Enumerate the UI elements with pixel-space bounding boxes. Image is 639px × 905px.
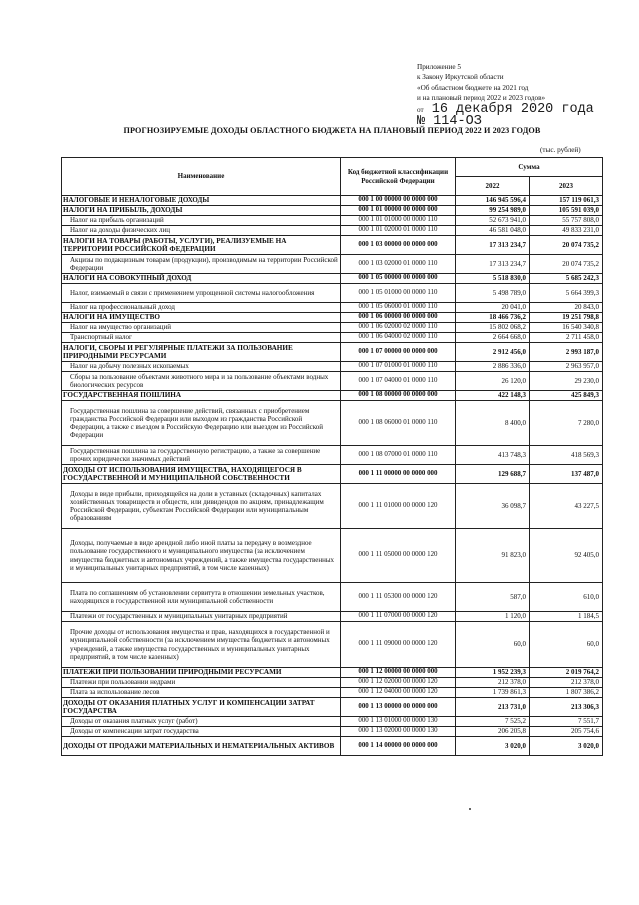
- table-row: [62, 678, 603, 688]
- row-code: 000 1 05 01000 00 0000 110: [341, 284, 456, 303]
- table-row: [62, 313, 603, 323]
- row-value-2022: 213 731,0: [456, 698, 530, 717]
- row-value-2023: 5 664 399,3: [530, 284, 603, 303]
- document-title: ПРОГНОЗИРУЕМЫЕ ДОХОДЫ ОБЛАСТНОГО БЮДЖЕТА НА ПЛАНОВЫЙ ПЕРИОД 2022 И 2023 ГОДОВ: [123, 126, 541, 135]
- row-name: Плата по соглашениям об установлении сервитута в отношении земельных участков, находящихся в государственной или муниципальной собственности: [62, 583, 341, 612]
- table-row: [62, 196, 603, 206]
- row-name: Налог на добычу полезных ископаемых: [62, 362, 341, 372]
- header-year-2022: 2022: [456, 177, 530, 196]
- table-row: [62, 333, 603, 343]
- header-name: Наименование: [62, 158, 341, 196]
- row-code: 000 1 12 02000 00 0000 120: [341, 678, 456, 688]
- row-name: Налог, взимаемый в связи с применением упрощенной системы налогообложения: [62, 284, 341, 303]
- row-value-2022: 206 205,8: [456, 727, 530, 737]
- header-year-2023: 2023: [530, 177, 603, 196]
- row-value-2023: 105 591 039,0: [530, 206, 603, 216]
- row-name: ДОХОДЫ ОТ ОКАЗАНИЯ ПЛАТНЫХ УСЛУГ И КОМПЕНСАЦИИ ЗАТРАТ ГОСУДАРСТВА: [62, 698, 341, 717]
- row-value-2023: 92 405,0: [530, 529, 603, 583]
- row-code: 000 1 00 00000 00 0000 000: [341, 196, 456, 206]
- row-value-2023: 60,0: [530, 622, 603, 668]
- row-name: НАЛОГИ НА СОВОКУПНЫЙ ДОХОД: [62, 274, 341, 284]
- table-row: [62, 622, 603, 668]
- row-code: 000 1 08 07000 01 0000 110: [341, 446, 456, 465]
- row-name: НАЛОГОВЫЕ И НЕНАЛОГОВЫЕ ДОХОДЫ: [62, 196, 341, 206]
- row-value-2023: 49 833 231,0: [530, 226, 603, 236]
- row-value-2023: 20 843,0: [530, 303, 603, 313]
- row-value-2022: 587,0: [456, 583, 530, 612]
- table-row: [62, 612, 603, 622]
- row-name: Платежи от государственных и муниципальных унитарных предприятий: [62, 612, 341, 622]
- row-name: Государственная пошлина за совершение действий, связанных с приобретением гражданства Российской Федерации или выходом из гражданства Российской Федерации, а также с въездом в Российскую Федерацию или выездом из Российской Федерации: [62, 401, 341, 446]
- row-value-2023: 610,0: [530, 583, 603, 612]
- table-row: [62, 226, 603, 236]
- row-code: 000 1 05 00000 00 0000 000: [341, 274, 456, 284]
- row-code: 000 1 06 04000 02 0000 110: [341, 333, 456, 343]
- row-name: Государственная пошлина за государственную регистрацию, а также за совершение прочих юридически значимых действий: [62, 446, 341, 465]
- table-row: [62, 391, 603, 401]
- row-code: 000 1 08 06000 01 0000 110: [341, 401, 456, 446]
- table-row: [62, 698, 603, 717]
- row-name: Доходы в виде прибыли, приходящейся на доли в уставных (складочных) капиталах хозяйственных товариществ и обществ, или дивидендов по акциям, принадлежащим Российской Федерации, субъектам Российской Федерации или муниципальным образованиям: [62, 484, 341, 529]
- table-row: [62, 727, 603, 737]
- row-code: 000 1 12 00000 00 0000 000: [341, 668, 456, 678]
- row-code: 000 1 07 00000 00 0000 000: [341, 343, 456, 362]
- row-value-2023: 137 487,0: [530, 465, 603, 484]
- table-row: [62, 529, 603, 583]
- table-row: [62, 401, 603, 446]
- row-value-2022: 212 378,0: [456, 678, 530, 688]
- appendix-block: [417, 62, 594, 127]
- row-name: Сборы за пользование объектами животного мира и за пользование объектами водных биологических ресурсов: [62, 372, 341, 391]
- row-code: 000 1 11 05000 00 0000 120: [341, 529, 456, 583]
- row-value-2022: 413 748,3: [456, 446, 530, 465]
- row-code: 000 1 13 00000 00 0000 000: [341, 698, 456, 717]
- row-value-2023: 2 963 957,0: [530, 362, 603, 372]
- table-row: [62, 668, 603, 678]
- row-value-2022: 7 525,2: [456, 717, 530, 727]
- row-value-2023: 29 230,0: [530, 372, 603, 391]
- row-code: 000 1 08 00000 00 0000 000: [341, 391, 456, 401]
- row-value-2022: 1 120,0: [456, 612, 530, 622]
- row-value-2022: 8 400,0: [456, 401, 530, 446]
- row-value-2022: 36 098,7: [456, 484, 530, 529]
- date-prefix: от: [417, 105, 424, 114]
- row-value-2023: 16 540 340,8: [530, 323, 603, 333]
- row-name: НАЛОГИ НА ПРИБЫЛЬ, ДОХОДЫ: [62, 206, 341, 216]
- row-value-2023: 20 074 735,2: [530, 255, 603, 274]
- date-stamp-text: 16 декабря 2020 года: [431, 101, 594, 117]
- table-row: [62, 236, 603, 255]
- row-value-2022: 15 802 068,2: [456, 323, 530, 333]
- row-code: 000 1 13 02000 00 0000 130: [341, 727, 456, 737]
- row-code: 000 1 14 00000 00 0000 000: [341, 737, 456, 756]
- row-name: ДОХОДЫ ОТ ПРОДАЖИ МАТЕРИАЛЬНЫХ И НЕМАТЕРИАЛЬНЫХ АКТИВОВ: [62, 737, 341, 756]
- row-value-2023: 157 119 061,3: [530, 196, 603, 206]
- number-stamp: № 114-ОЗ: [417, 113, 482, 129]
- row-value-2022: 20 041,0: [456, 303, 530, 313]
- row-name: Доходы, получаемые в виде арендной либо иной платы за передачу в возмездное пользование государственного и муниципального имущества (за исключением имущества бюджетных и автономных учреждений, а также имущества государственных и муниципальных унитарных предприятий, в том числе казенных): [62, 529, 341, 583]
- row-value-2023: 205 754,6: [530, 727, 603, 737]
- appendix-line: «Об областном бюджете на 2021 год: [417, 83, 529, 92]
- row-name: Налог на имущество организаций: [62, 323, 341, 333]
- row-value-2022: 2 886 336,0: [456, 362, 530, 372]
- row-name: Транспортный налог: [62, 333, 341, 343]
- row-name: НАЛОГИ НА ТОВАРЫ (РАБОТЫ, УСЛУГИ), РЕАЛИЗУЕМЫЕ НА ТЕРРИТОРИИ РОССИЙСКОЙ ФЕДЕРАЦИИ: [62, 236, 341, 255]
- row-value-2022: 146 945 596,4: [456, 196, 530, 206]
- row-code: 000 1 07 04000 01 0000 110: [341, 372, 456, 391]
- row-code: 000 1 11 09000 00 0000 120: [341, 622, 456, 668]
- row-value-2023: 7 551,7: [530, 717, 603, 727]
- row-name: Налог на профессиональный доход: [62, 303, 341, 313]
- row-code: 000 1 05 06000 01 0000 110: [341, 303, 456, 313]
- row-name: Доходы от компенсации затрат государства: [62, 727, 341, 737]
- row-value-2023: 19 251 798,8: [530, 313, 603, 323]
- table-row: [62, 484, 603, 529]
- header-code: Код бюджетной классификации Российской Федерации: [341, 158, 456, 196]
- row-code: 000 1 11 07000 00 0000 120: [341, 612, 456, 622]
- row-code: 000 1 01 02000 01 0000 110: [341, 226, 456, 236]
- row-value-2023: 1 807 386,2: [530, 688, 603, 698]
- row-value-2022: 60,0: [456, 622, 530, 668]
- row-value-2022: 52 673 941,0: [456, 216, 530, 226]
- table-row: [62, 323, 603, 333]
- row-value-2023: 213 306,3: [530, 698, 603, 717]
- row-value-2023: 5 685 242,3: [530, 274, 603, 284]
- table-row: [62, 446, 603, 465]
- row-value-2023: 3 020,0: [530, 737, 603, 756]
- row-code: 000 1 13 01000 00 0000 130: [341, 717, 456, 727]
- row-value-2023: 418 569,3: [530, 446, 603, 465]
- row-code: 000 1 06 02000 02 0000 110: [341, 323, 456, 333]
- row-value-2023: 20 074 735,2: [530, 236, 603, 255]
- table-row: [62, 284, 603, 303]
- row-value-2022: 5 518 830,0: [456, 274, 530, 284]
- row-value-2022: 5 498 789,0: [456, 284, 530, 303]
- row-value-2022: 422 148,3: [456, 391, 530, 401]
- row-value-2022: 3 020,0: [456, 737, 530, 756]
- row-name: НАЛОГИ НА ИМУЩЕСТВО: [62, 313, 341, 323]
- row-code: 000 1 11 00000 00 0000 000: [341, 465, 456, 484]
- row-value-2022: 2 664 668,0: [456, 333, 530, 343]
- appendix-line: к Закону Иркутской области: [417, 73, 504, 82]
- row-value-2023: 2 993 187,0: [530, 343, 603, 362]
- row-value-2022: 17 313 234,7: [456, 236, 530, 255]
- row-value-2023: 2 711 458,0: [530, 333, 603, 343]
- row-code: 000 1 11 01000 00 0000 120: [341, 484, 456, 529]
- row-value-2022: 17 313 234,7: [456, 255, 530, 274]
- table-row: [62, 583, 603, 612]
- row-name: Налог на доходы физических лиц: [62, 226, 341, 236]
- row-value-2022: 18 466 736,2: [456, 313, 530, 323]
- table-row: [62, 737, 603, 756]
- table-row: [62, 255, 603, 274]
- appendix-line: и на плановый период 2022 и 2023 годов»: [417, 94, 546, 103]
- appendix-line: Приложение 5: [417, 63, 461, 71]
- row-name: Налог на прибыль организаций: [62, 216, 341, 226]
- table-body: [62, 196, 603, 756]
- row-value-2022: 1 739 861,3: [456, 688, 530, 698]
- row-value-2022: 26 120,0: [456, 372, 530, 391]
- row-value-2022: 2 912 456,0: [456, 343, 530, 362]
- row-value-2023: 43 227,5: [530, 484, 603, 529]
- row-name: Акцизы по подакцизным товарам (продукции), производимым на территории Российской Федерации: [62, 255, 341, 274]
- row-name: Доходы от оказания платных услуг (работ): [62, 717, 341, 727]
- row-name: ГОСУДАРСТВЕННАЯ ПОШЛИНА: [62, 391, 341, 401]
- row-value-2022: 1 952 239,3: [456, 668, 530, 678]
- table-row: [62, 343, 603, 362]
- table-row: [62, 717, 603, 727]
- row-code: 000 1 03 00000 00 0000 000: [341, 236, 456, 255]
- row-name: Прочие доходы от использования имущества и прав, находящихся в государственной и муниципальной собственности (за исключением имущества бюджетных и автономных учреждений, а также имущества государственных и муниципальных унитарных предприятий, в том числе казенных): [62, 622, 341, 668]
- table-row: [62, 362, 603, 372]
- row-code: 000 1 01 01000 00 0000 110: [341, 216, 456, 226]
- table-row: [62, 688, 603, 698]
- row-value-2023: 2 019 764,2: [530, 668, 603, 678]
- row-code: 000 1 01 00000 00 0000 000: [341, 206, 456, 216]
- row-value-2023: 212 378,0: [530, 678, 603, 688]
- row-value-2023: 55 757 808,0: [530, 216, 603, 226]
- table-row: [62, 206, 603, 216]
- row-code: 000 1 12 04000 00 0000 120: [341, 688, 456, 698]
- row-code: 000 1 06 00000 00 0000 000: [341, 313, 456, 323]
- scan-mark: [469, 808, 471, 810]
- row-name: ПЛАТЕЖИ ПРИ ПОЛЬЗОВАНИИ ПРИРОДНЫМИ РЕСУРСАМИ: [62, 668, 341, 678]
- units-label: (тыс. рублей): [540, 146, 581, 154]
- table-row: [62, 216, 603, 226]
- row-value-2023: 425 849,3: [530, 391, 603, 401]
- row-value-2022: 91 823,0: [456, 529, 530, 583]
- header-sum: Сумма: [456, 158, 603, 177]
- row-name: Плата за использование лесов: [62, 688, 341, 698]
- row-code: 000 1 03 02000 01 0000 110: [341, 255, 456, 274]
- row-name: Платежи при пользовании недрами: [62, 678, 341, 688]
- row-value-2022: 129 688,7: [456, 465, 530, 484]
- row-name: НАЛОГИ, СБОРЫ И РЕГУЛЯРНЫЕ ПЛАТЕЖИ ЗА ПОЛЬЗОВАНИЕ ПРИРОДНЫМИ РЕСУРСАМИ: [62, 343, 341, 362]
- row-code: 000 1 11 05300 00 0000 120: [341, 583, 456, 612]
- row-code: 000 1 07 01000 01 0000 110: [341, 362, 456, 372]
- row-value-2023: 1 184,5: [530, 612, 603, 622]
- row-value-2022: 99 254 989,0: [456, 206, 530, 216]
- row-value-2023: 7 280,0: [530, 401, 603, 446]
- table-row: [62, 372, 603, 391]
- table-row: [62, 274, 603, 284]
- revenue-table: [61, 157, 603, 756]
- table-row: [62, 303, 603, 313]
- table-row: [62, 465, 603, 484]
- row-value-2022: 46 581 048,0: [456, 226, 530, 236]
- row-name: ДОХОДЫ ОТ ИСПОЛЬЗОВАНИЯ ИМУЩЕСТВА, НАХОДЯЩЕГОСЯ В ГОСУДАРСТВЕННОЙ И МУНИЦИПАЛЬНОЙ СОБСТВЕННОСТИ: [62, 465, 341, 484]
